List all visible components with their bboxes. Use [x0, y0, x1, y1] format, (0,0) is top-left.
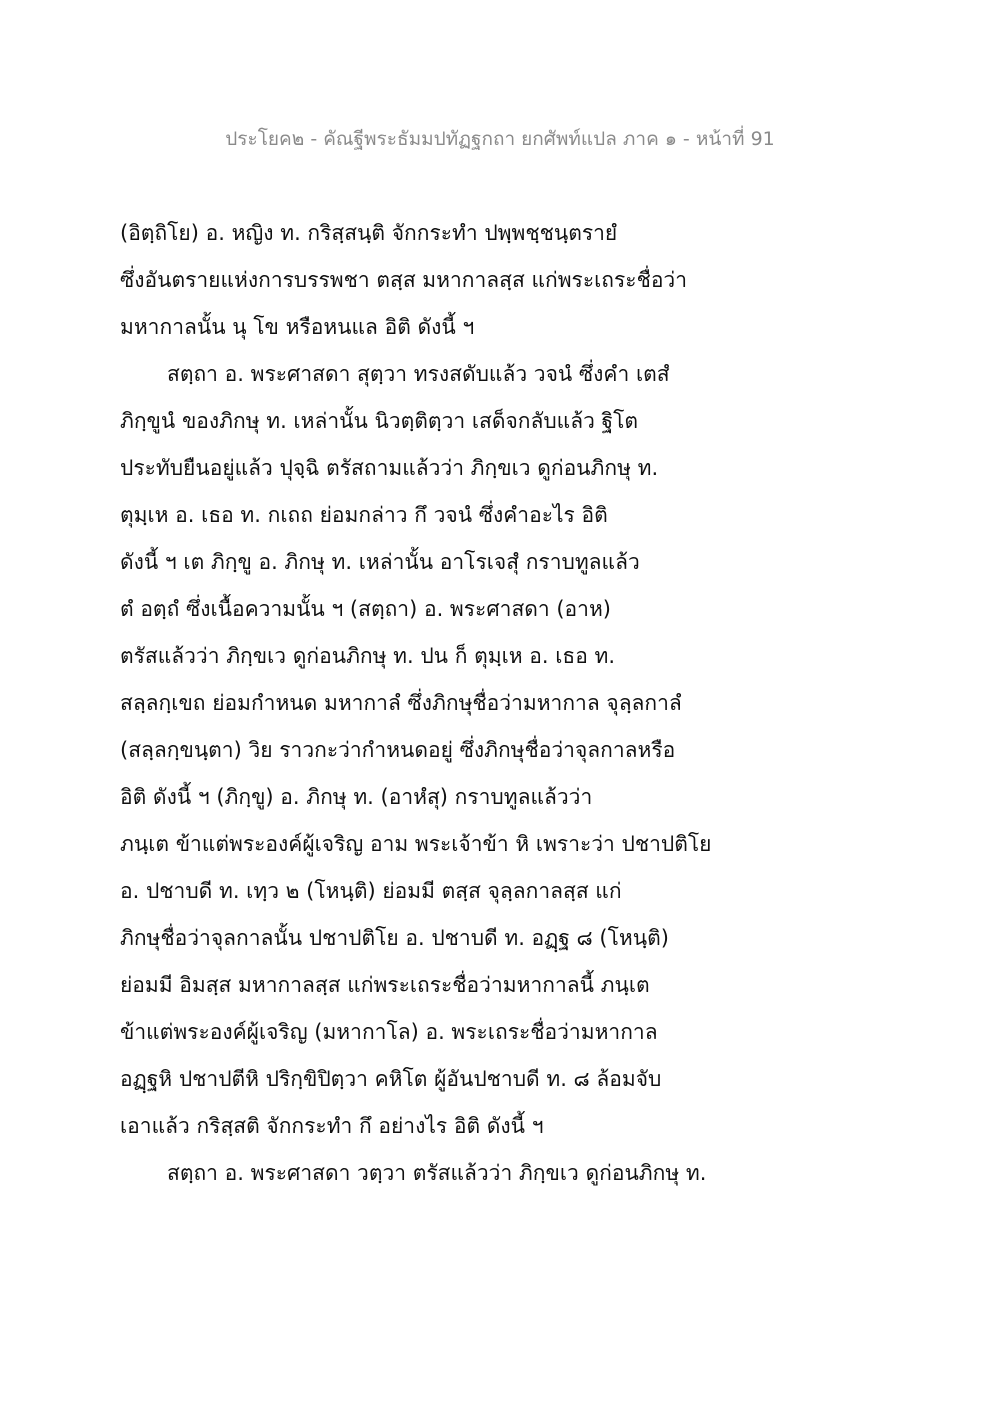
text-line: อฏฺฐหิ ปชาปตีหิ ปริกฺขิปิตฺวา คหิโต ผู้อันปชาบดี ท. ๘ ล้อมจับ	[120, 1067, 662, 1091]
text-line: ดังนี้ ฯ เต ภิกฺขู อ. ภิกษุ ท. เหล่านั้น อาโรเจสุํ กราบทูลแล้ว	[120, 550, 640, 574]
text-line: ประทับยืนอยู่แล้ว ปุจฺฉิ ตรัสถามแล้วว่า ภิกฺขเว ดูก่อนภิกษุ ท.	[120, 456, 659, 480]
text-line: (สลฺลกฺขนฺตา) วิย ราวกะว่ากำหนดอยู่ ซึ่งภิกษุชื่อว่าจุลกาลหรือ	[120, 738, 676, 762]
text-line: ย่อมมี อิมสฺส มหากาลสฺส แก่พระเถระชื่อว่ามหากาลนี้ ภนฺเต	[120, 973, 650, 997]
text-line: ตรัสแล้วว่า ภิกฺขเว ดูก่อนภิกษุ ท. ปน ก็ ตุมฺเห อ. เธอ ท.	[120, 644, 616, 668]
text-line: สลฺลกฺเขถ ย่อมกำหนด มหากาลํ ซึ่งภิกษุชื่อว่ามหากาล จุลฺลกาลํ	[120, 691, 682, 715]
text-line: ข้าแต่พระองค์ผู้เจริญ (มหากาโล) อ. พระเถระชื่อว่ามหากาล	[120, 1020, 658, 1044]
text-line: ภนฺเต ข้าแต่พระองค์ผู้เจริญ อาม พระเจ้าข้า หิ เพราะว่า ปชาปติโย	[120, 832, 712, 856]
text-line: ภิกฺขูนํ ของภิกษุ ท. เหล่านั้น นิวตฺติตฺวา เสด็จกลับแล้ว ฐิโต	[120, 409, 639, 433]
paragraph-start-line: สตฺถา อ. พระศาสดา วตฺวา ตรัสแล้วว่า ภิกฺขเว ดูก่อนภิกษุ ท.	[167, 1161, 707, 1185]
text-line: อิติ ดังนี้ ฯ (ภิกฺขู) อ. ภิกษุ ท. (อาหํสุ) กราบทูลแล้วว่า	[120, 785, 593, 809]
text-line: ตํ อตฺถํ ซึ่งเนื้อความนั้น ฯ (สตฺถา) อ. พระศาสดา (อาห)	[120, 597, 611, 621]
text-line: มหากาลนั้น นุ โข หรือหนแล อิติ ดังนี้ ฯ	[120, 315, 475, 339]
text-line: ภิกษุชื่อว่าจุลกาลนั้น ปชาปติโย อ. ปชาบดี ท. อฏฺฐ ๘ (โหนฺติ)	[120, 926, 669, 950]
text-line: (อิตฺถิโย) อ. หญิง ท. กริสฺสนฺติ จักกระทำ ปพฺพชฺชนฺตรายํ	[120, 221, 618, 245]
paragraph-start-line: สตฺถา อ. พระศาสดา สุตฺวา ทรงสดับแล้ว วจนํ ซึ่งคำ เตสํ	[167, 362, 670, 386]
text-line: ตุมฺเห อ. เธอ ท. กเถถ ย่อมกล่าว กึ วจนํ ซึ่งคำอะไร อิติ	[120, 503, 608, 527]
running-header: ประโยค๒ - คัณฐีพระธัมมปทัฏฐกถา ยกศัพท์แปล ภาค ๑ - หน้าที่ 91	[225, 128, 775, 150]
text-line: ซึ่งอันตรายแห่งการบรรพชา ตสฺส มหากาลสฺส แก่พระเถระชื่อว่า	[120, 268, 688, 292]
text-line: เอาแล้ว กริสฺสติ จักกระทำ กึ อย่างไร อิติ ดังนี้ ฯ	[120, 1114, 544, 1138]
text-line: อ. ปชาบดี ท. เทฺว ๒ (โหนฺติ) ย่อมมี ตสฺส จุลฺลกาลสฺส แก่	[120, 879, 622, 903]
